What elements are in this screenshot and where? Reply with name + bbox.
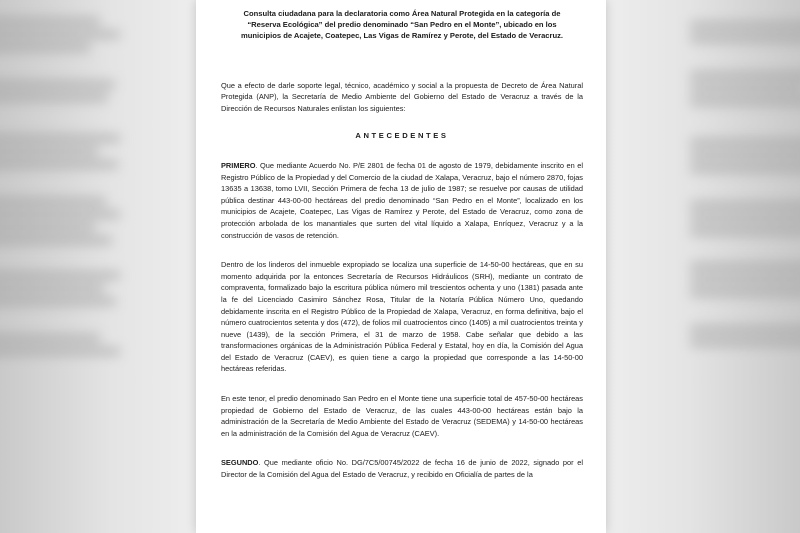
primero-label: PRIMERO [221,160,256,170]
adjacent-page-right [670,0,800,533]
primero-paragraph [221,160,583,241]
page-content [221,8,583,499]
adjacent-page-left [0,0,130,533]
primero-text: . Que mediante Acuerdo No. P/E 2801 de fecha 01 de agosto de 1979, debidamente inscrito en el Registro Público de la Propiedad y del Comercio de la ciudad de Xalapa, Veracruz, bajo el número 2870, fojas 13635 a 13638, tomo LVII, Sección Primera de fecha 13 de julio de 1987; se resuelve por causas de utilidad pública destinar 443-00-00 hectáreas del predio denominado “San Pedro en el Monte”, localizado en los municipios de Acajete, Coatepec, Las Vigas de Ramírez y Perote, del Estado de Veracruz, como zona de protección arbolada de los manantiales que surten del vital líquido a Xalapa, Enríquez, Veracruz y a la construcción de vasos de retención. [221,160,583,240]
document-title: Consulta ciudadana para la declaratoria como Área Natural Protegida en la categoría de “Reserva Ecológica” del predio denominado “San Pedro en el Monte”, ubicado en los municipios de Acajete, Coatepec, Las Vigas de Ramírez y Perote, del Estado de Veracruz. [241,9,564,41]
expropriation-paragraph: Dentro de los linderos del inmueble expropiado se localiza una superficie de 14-50-00 hectáreas, que en su momento adquirida por la entonces Secretaría de Recursos Hidráulicos (SRH), mediante un contrato de compraventa, formalizado bajo la escritura pública número mil trescientos ochenta y uno (1381) pasada ante la fe del Licenciado Casimiro Sánchez Rosa, Titular de la Notaría Pública Número Uno, quedando debidamente inscrita en el Registro Público de la Propiedad de Xalapa, Veracruz, en forma definitiva, bajo el número cuatrocientos setenta y dos (472), de folios mil cuatrocientos cinco (1405) a mil cuatrocientos treinta y nueve (1439), de la sección Primera, el 31 de marzo de 1958. Cabe señalar que debido a las transformaciones orgánicas de la Administración Pública Federal y Estatal, hoy en día, la Comisión del Agua del Estado de Veracruz (CAEV), es quien tiene a cargo la propiedad que corresponde a las 14-50-00 hectáreas referidas. [221,260,583,374]
section-heading: ANTECEDENTES [355,131,449,141]
segundo-paragraph [221,457,583,480]
segundo-label: SEGUNDO [221,458,259,468]
intro-paragraph: Que a efecto de darle soporte legal, técnico, académico y social a la propuesta de Decreto de Área Natural Protegida (ANP), la Secretaría de Medio Ambiente del Gobierno del Estado de Veracruz a través de la Dirección de Recursos Naturales enlistan los siguientes: [221,80,583,113]
surface-paragraph: En este tenor, el predio denominado San Pedro en el Monte tiene una superficie total de 457-50-00 hectáreas propiedad de Gobierno del Estado de Veracruz, de las cuales 443-00-00 hectáreas están bajo la administración de la Secretaría de Medio Ambiente del Estado de Veracruz (SEDEMA) y 14-50-00 hectáreas en la administración de la Comisión del Agua de Veracruz (CAEV). [221,394,583,438]
segundo-text: . Que mediante oficio No. DG/7C5/00745/2022 de fecha 16 de junio de 2022, signado por el Director de la Comisión del Agua del Estado de Veracruz, y recibido en Oficialía de partes de la [221,458,583,480]
document-page [196,0,606,533]
